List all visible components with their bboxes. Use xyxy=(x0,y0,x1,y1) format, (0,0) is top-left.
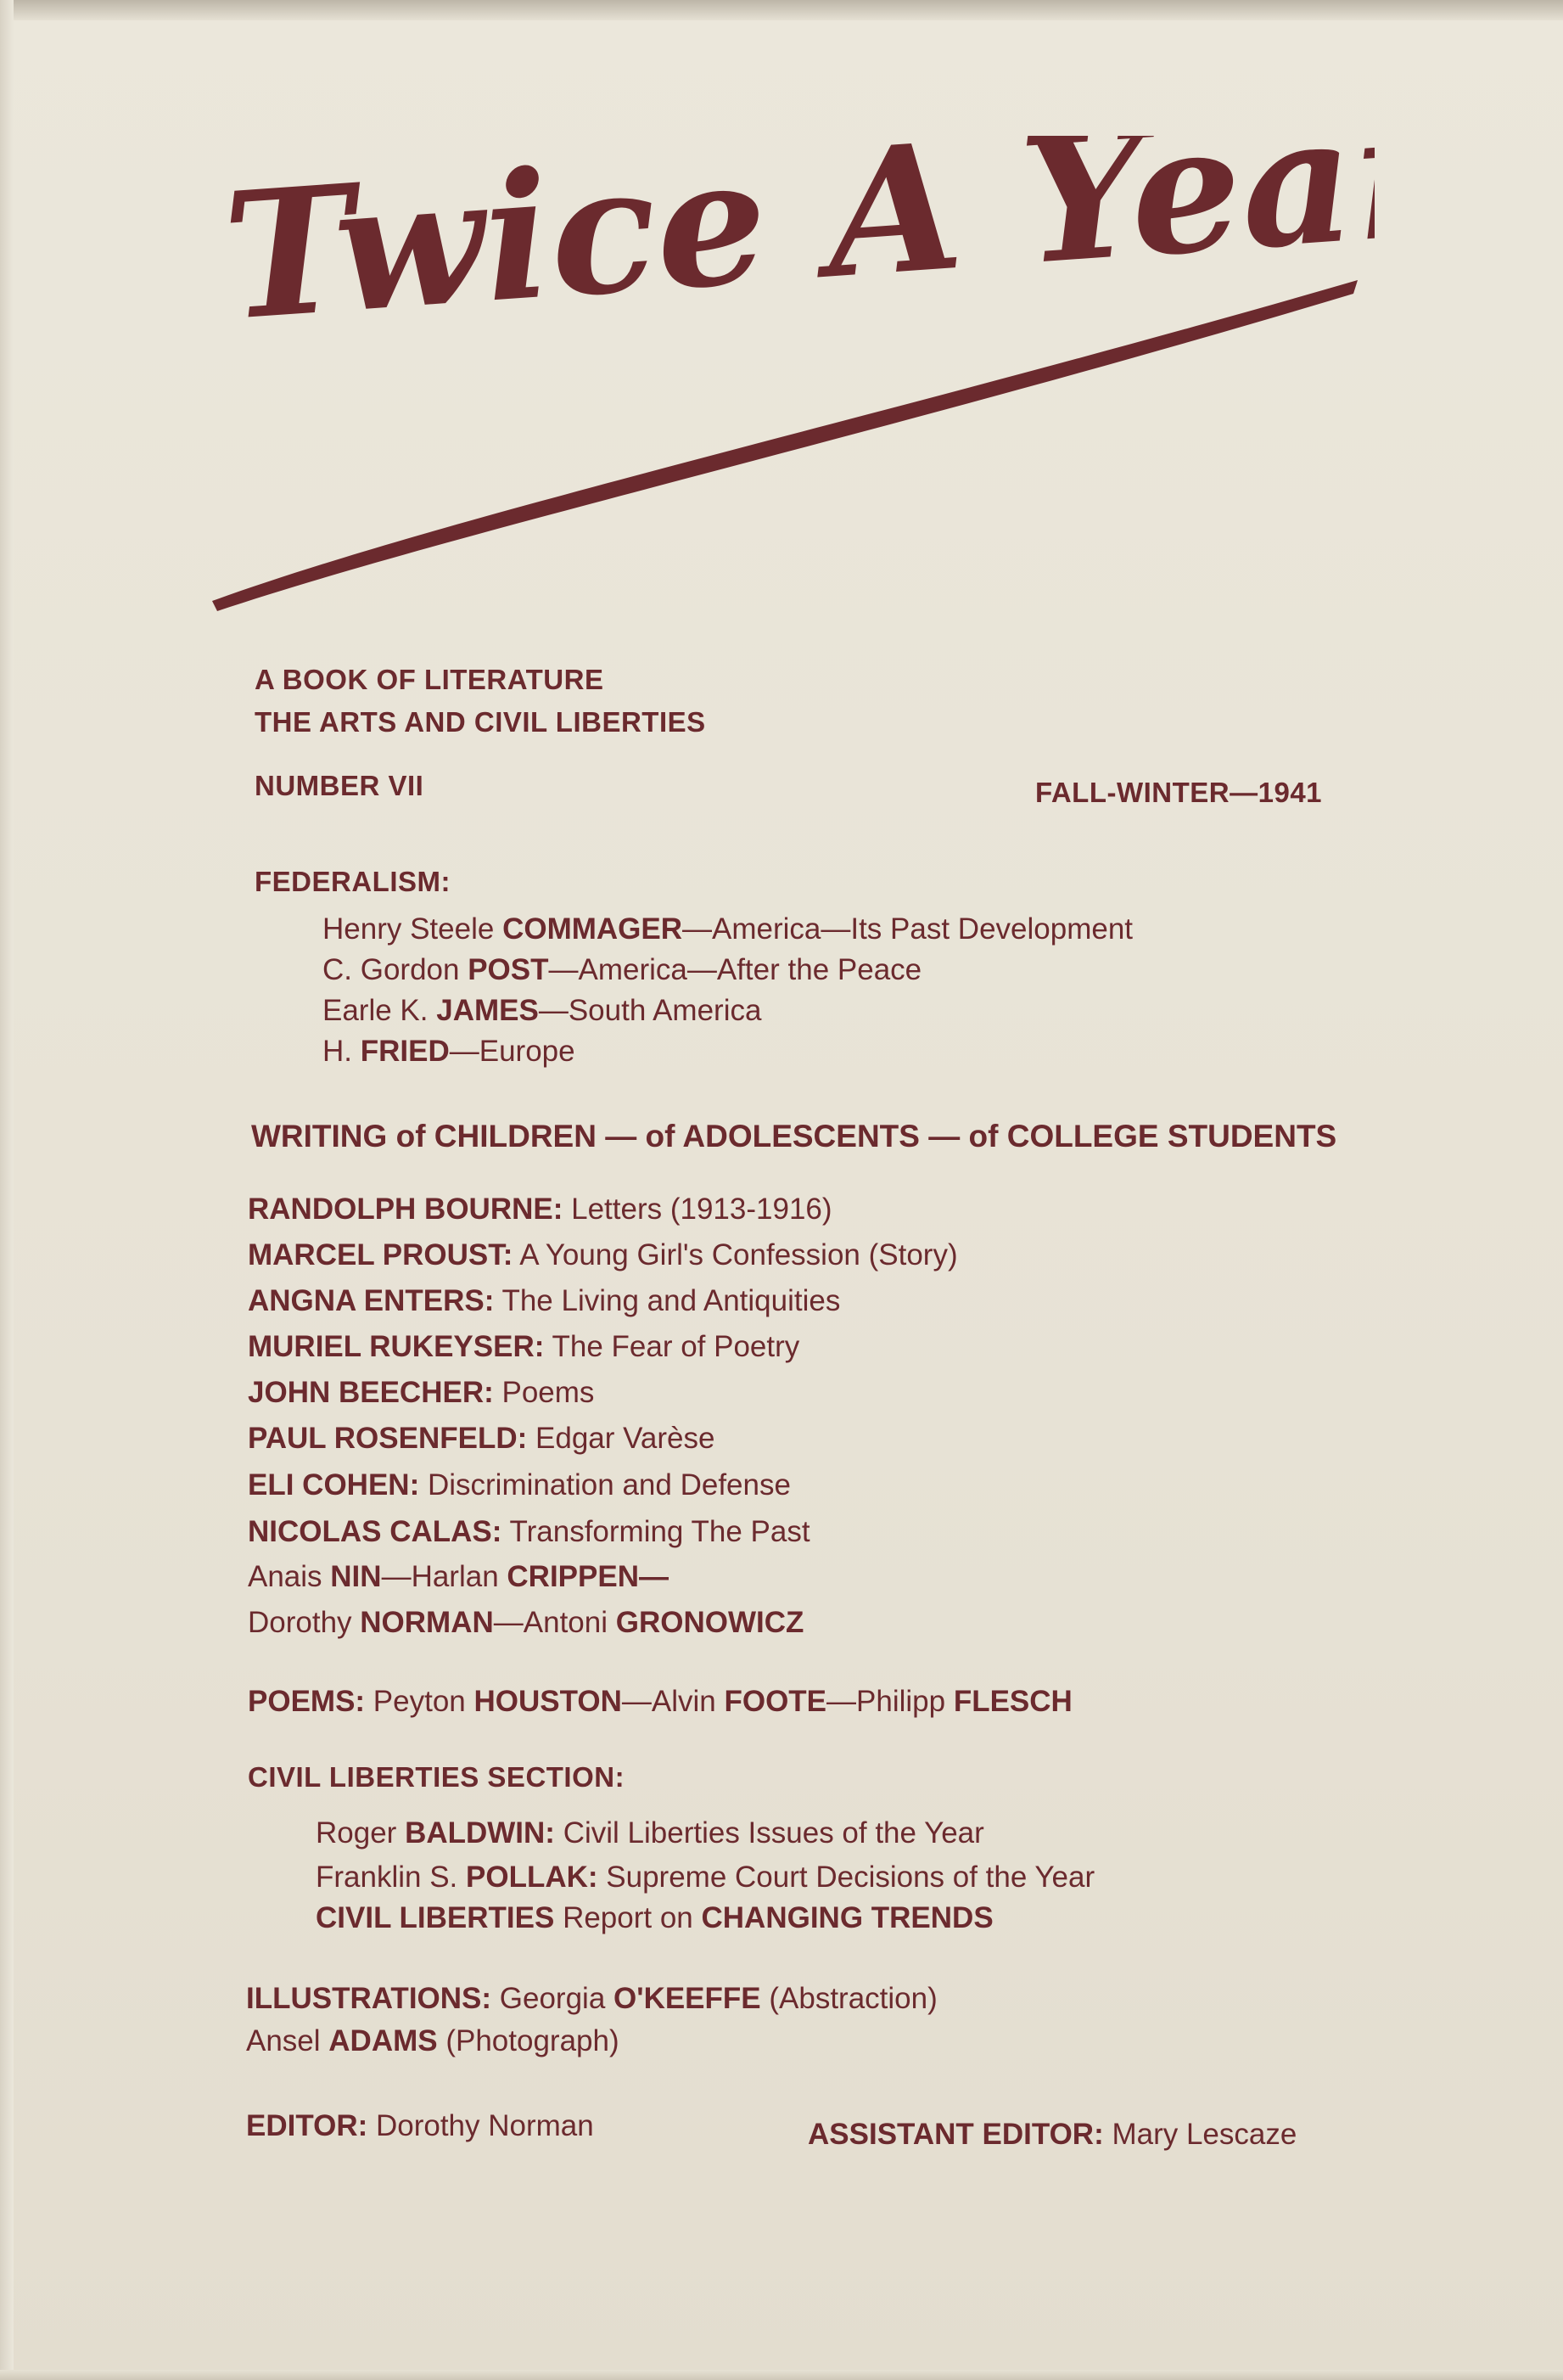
civil-item xyxy=(316,1816,984,1850)
assistant-editor-line xyxy=(808,2118,1297,2152)
name-first: Georgia xyxy=(491,1982,614,2015)
name-last: HOUSTON xyxy=(473,1685,622,1718)
author-last: COMMAGER xyxy=(502,912,682,946)
contents-author: JOHN BEECHER: xyxy=(248,1376,494,1409)
author-last: POLLAK: xyxy=(466,1861,598,1894)
name-last: GRONOWICZ xyxy=(615,1606,804,1639)
illustrations-label: ILLUSTRATIONS: xyxy=(246,1982,492,2015)
author-last: BALDWIN: xyxy=(405,1816,555,1850)
subtitle-line-1: A BOOK OF LITERATURE xyxy=(255,664,604,695)
illustrations-line xyxy=(246,2024,619,2058)
writing-part: ADOLESCENTS — xyxy=(682,1119,969,1154)
author-first: Earle K. xyxy=(322,994,437,1027)
editor-name: Dorothy Norman xyxy=(367,2109,594,2142)
names-line xyxy=(248,1560,669,1594)
author-last: JAMES xyxy=(436,994,539,1027)
contents-author: PAUL ROSENFELD: xyxy=(248,1422,528,1455)
item-title: Supreme Court Decisions of the Year xyxy=(597,1861,1095,1894)
contents-author: MARCEL PROUST: xyxy=(248,1238,513,1271)
issue-number: NUMBER VII xyxy=(255,770,424,801)
federalism-item xyxy=(322,953,922,987)
name-first: Dorothy xyxy=(248,1606,361,1639)
writing-part: of xyxy=(968,1119,1007,1154)
name-last: CRIPPEN— xyxy=(507,1560,669,1593)
federalism-item xyxy=(322,994,761,1028)
contents-author: NICOLAS CALAS: xyxy=(248,1515,502,1548)
name-last: NIN xyxy=(330,1560,382,1593)
contents-item xyxy=(248,1422,714,1456)
masthead-logo-svg xyxy=(212,136,1375,645)
contents-author: ANGNA ENTERS: xyxy=(248,1284,495,1317)
name-first: —Alvin xyxy=(621,1685,725,1718)
contents-work: A Young Girl's Confession (Story) xyxy=(513,1238,958,1271)
writing-heading xyxy=(251,1119,1336,1154)
name-last: O'KEEFFE xyxy=(613,1982,761,2015)
subtitle-line-2: THE ARTS AND CIVIL LIBERTIES xyxy=(255,706,706,738)
issue-season: FALL-WINTER—1941 xyxy=(1035,777,1323,808)
civil-item xyxy=(316,1861,1095,1894)
contents-work: Transforming The Past xyxy=(501,1515,810,1548)
assistant-editor-label: ASSISTANT EDITOR: xyxy=(808,2118,1104,2151)
item-title: (Abstraction) xyxy=(760,1982,938,2015)
contents-item xyxy=(248,1376,594,1410)
name-first: —Harlan xyxy=(381,1560,507,1593)
contents-work: Poems xyxy=(493,1376,595,1409)
writing-part: CHILDREN — xyxy=(434,1119,646,1154)
cover-left-edge xyxy=(0,0,14,2380)
poems-line xyxy=(248,1685,1073,1719)
author-first: Henry Steele xyxy=(322,912,503,946)
federalism-item xyxy=(322,912,1133,946)
item-title: —America—After the Peace xyxy=(548,953,922,986)
item-title: (Photograph) xyxy=(437,2024,619,2057)
contents-item xyxy=(248,1468,791,1502)
name-last: FLESCH xyxy=(953,1685,1073,1718)
contents-author: ELI COHEN: xyxy=(248,1468,420,1502)
contents-item xyxy=(248,1193,832,1226)
author-last: FRIED xyxy=(360,1035,450,1068)
item-title: —South America xyxy=(538,994,762,1027)
editor-label: EDITOR: xyxy=(246,2109,368,2142)
author-first: Roger xyxy=(316,1816,406,1850)
civil-heading: CIVIL LIBERTIES SECTION: xyxy=(248,1761,625,1793)
poems-label: POEMS: xyxy=(248,1685,366,1718)
writing-part: of xyxy=(645,1119,683,1154)
contents-work: Edgar Varèse xyxy=(527,1422,715,1455)
assistant-editor-name: Mary Lescaze xyxy=(1103,2118,1297,2151)
name-first: —Philipp xyxy=(826,1685,954,1718)
author-last: POST xyxy=(468,953,549,986)
name-first: Ansel xyxy=(246,2024,329,2057)
author-first: H. xyxy=(322,1035,361,1068)
name-last: FOOTE xyxy=(724,1685,827,1718)
item-title: —Europe xyxy=(449,1035,575,1068)
contents-work: Letters (1913-1916) xyxy=(563,1193,832,1226)
contents-work: The Fear of Poetry xyxy=(544,1330,800,1363)
writing-part: of xyxy=(395,1119,434,1154)
author-last: CIVIL LIBERTIES xyxy=(316,1901,555,1934)
author-first: C. Gordon xyxy=(322,953,468,986)
name-first: Peyton xyxy=(365,1685,474,1718)
author-first: Franklin S. xyxy=(316,1861,466,1894)
writing-part: COLLEGE STUDENTS xyxy=(1006,1119,1337,1154)
item-title-emphasis: CHANGING TRENDS xyxy=(701,1901,994,1934)
editor-line xyxy=(246,2109,594,2143)
contents-item xyxy=(248,1515,810,1549)
cover-bottom-edge xyxy=(0,2370,1563,2380)
writing-part: WRITING xyxy=(251,1119,396,1154)
contents-item xyxy=(248,1284,840,1318)
contents-work: The Living and Antiquities xyxy=(494,1284,841,1317)
name-first: Anais xyxy=(248,1560,331,1593)
illustrations-line xyxy=(246,1982,938,2016)
contents-author: RANDOLPH BOURNE: xyxy=(248,1193,563,1226)
item-title: Report on xyxy=(554,1901,702,1934)
contents-author: MURIEL RUKEYSER: xyxy=(248,1330,545,1363)
cover-top-edge xyxy=(0,0,1563,20)
masthead-logo xyxy=(212,136,1375,645)
federalism-heading: FEDERALISM: xyxy=(255,866,451,897)
name-last: ADAMS xyxy=(328,2024,438,2057)
masthead-title: Twice A Year xyxy=(217,136,1375,360)
item-title: —America—Its Past Development xyxy=(682,912,1134,946)
name-last: NORMAN xyxy=(360,1606,494,1639)
names-line xyxy=(248,1606,804,1640)
item-title: Civil Liberties Issues of the Year xyxy=(554,1816,984,1850)
contents-item xyxy=(248,1238,958,1272)
federalism-item xyxy=(322,1035,575,1069)
contents-work: Discrimination and Defense xyxy=(419,1468,791,1502)
civil-item xyxy=(316,1901,994,1935)
contents-item xyxy=(248,1330,799,1364)
name-first: —Antoni xyxy=(493,1606,616,1639)
